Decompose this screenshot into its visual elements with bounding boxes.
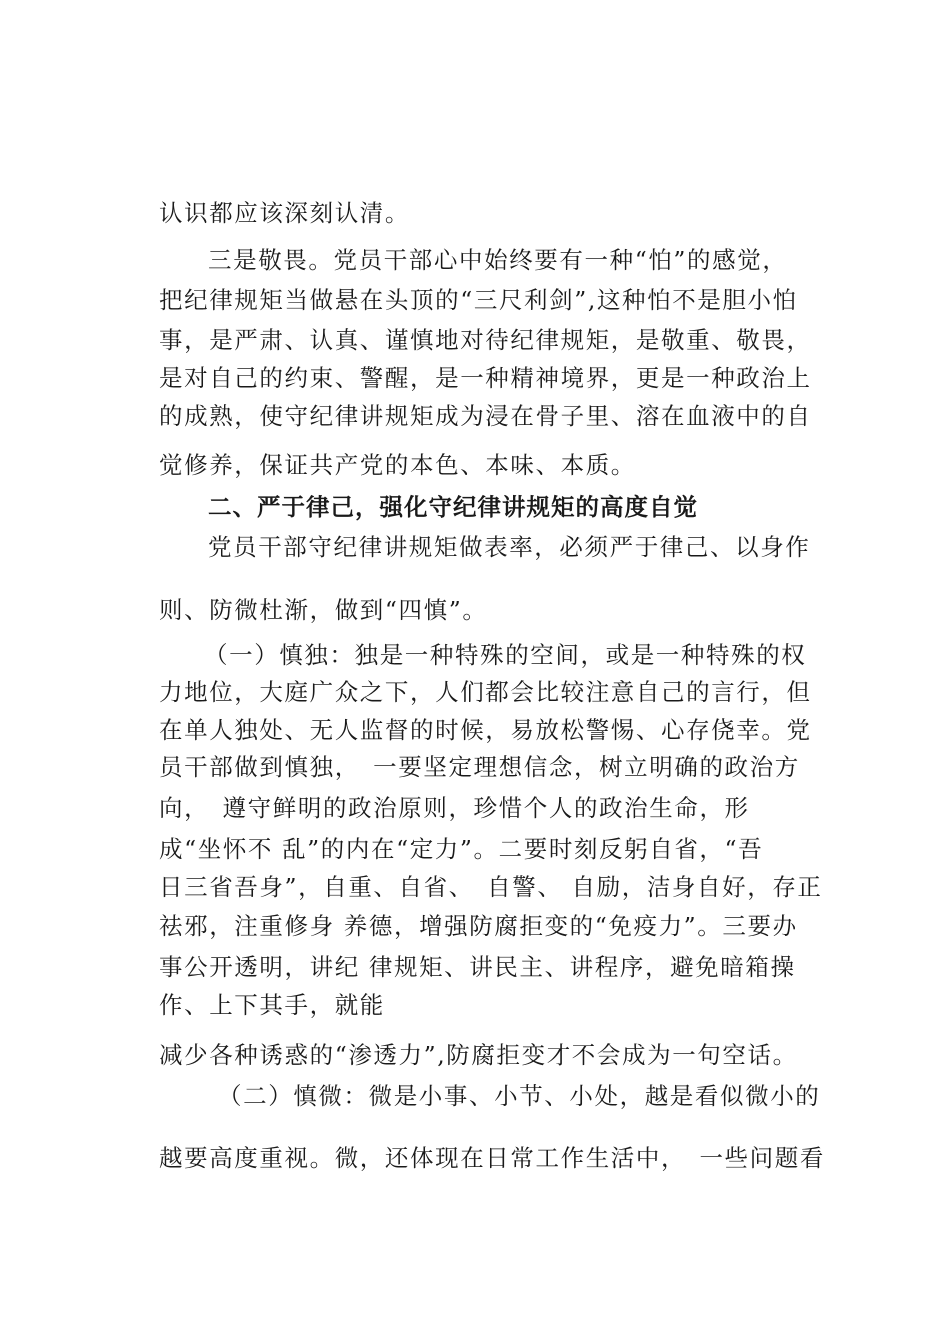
text-line: （一）慎独：独是一种特殊的空间，或是一种特殊的权 bbox=[204, 641, 807, 669]
text-line: 越要高度重视。微，还体现在日常工作生活中， 一些问题看 bbox=[159, 1144, 825, 1172]
text-line: 减少各种诱惑的“渗透力”,防腐拒变才不会成为一句空话。 bbox=[159, 1041, 798, 1069]
text-line: 是对自己的约束、警醒，是一种精神境界，更是一种政治上 bbox=[159, 364, 812, 392]
text-line: 的成熟，使守纪律讲规矩成为浸在骨子里、溶在血液中的自 bbox=[159, 402, 812, 430]
text-line: 祛邪，注重修身 养德，增强防腐拒变的“免疫力”。三要办 bbox=[159, 912, 798, 940]
text-line: 成“坐怀不 乱”的内在“定力”。二要时刻反躬自省，“吾 bbox=[159, 835, 764, 863]
text-line: 觉修养，保证共产党的本色、本味、本质。 bbox=[159, 451, 636, 479]
text-line: 向， 遵守鲜明的政治原则，珍惜个人的政治生命，形 bbox=[159, 794, 750, 822]
text-line: （二）慎微：微是小事、小节、小处，越是看似微小的 bbox=[218, 1082, 821, 1110]
text-line: 党员干部守纪律讲规矩做表率，必须严于律己、以身作 bbox=[208, 533, 811, 561]
text-line: 则、防微杜渐，做到“四慎”。 bbox=[159, 596, 488, 624]
text-line: 事，是严肃、认真、谨慎地对待纪律规矩，是敬重、敬畏， bbox=[159, 326, 812, 354]
text-line: 作、上下其手，就能 bbox=[159, 991, 385, 1019]
section-heading: 二、严于律己，强化守纪律讲规矩的高度自觉 bbox=[208, 493, 698, 521]
text-line: 事公开透明，讲纪 律规矩、讲民主、讲程序，避免暗箱操 bbox=[159, 953, 796, 981]
text-line: 把纪律规矩当做悬在头顶的“三尺利剑”,这种怕不是胆小怕 bbox=[159, 286, 798, 314]
text-line: 认识都应该深刻认清。 bbox=[159, 199, 410, 227]
text-line: 力地位，大庭广众之下，人们都会比较注意自己的言行，但 bbox=[159, 678, 812, 706]
text-line: 三是敬畏。党员干部心中始终要有一种“怕”的感觉， bbox=[208, 246, 788, 274]
text-line: 日三省吾身”，自重、自省、 自警、 自励，洁身自好，存正 bbox=[159, 873, 823, 901]
text-line: 员干部做到慎独， 一要坚定理想信念，树立明确的政治方 bbox=[159, 753, 800, 781]
text-line: 在单人独处、无人监督的时候，易放松警惕、心存侥幸。党 bbox=[159, 716, 812, 744]
